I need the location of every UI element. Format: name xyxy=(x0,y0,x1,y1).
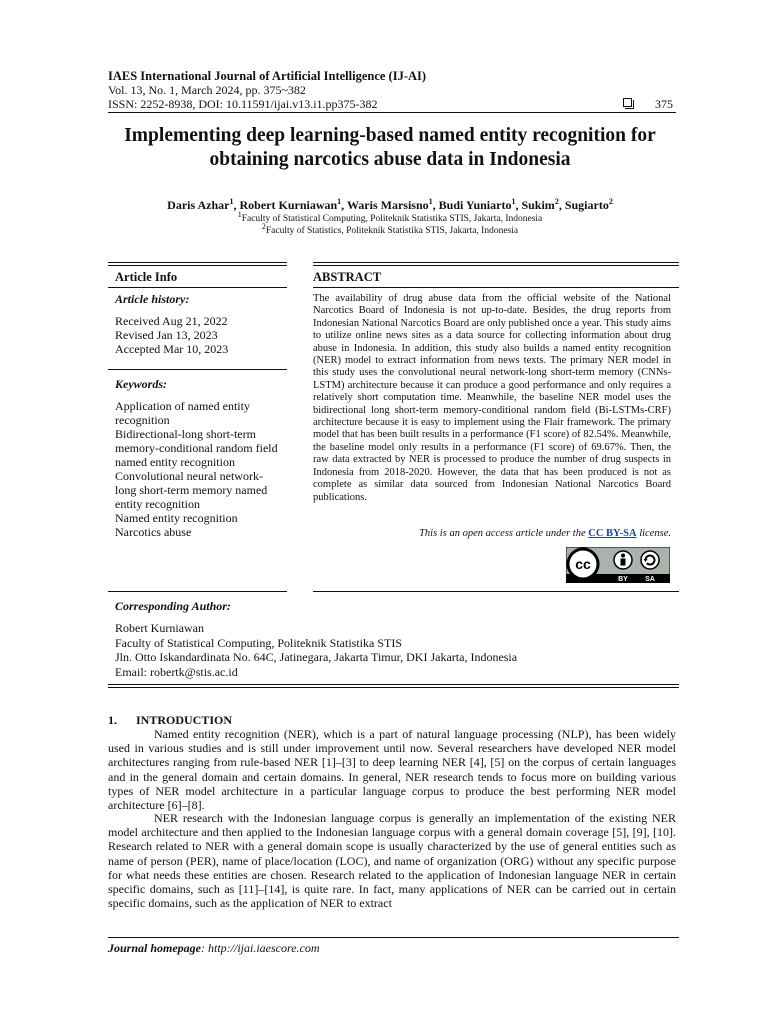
abstract-heading-rule xyxy=(313,287,679,288)
received-date: Received Aug 21, 2022 xyxy=(115,314,228,328)
journal-volume: Vol. 13, No. 1, March 2024, pp. 375~382 xyxy=(108,83,306,97)
info-top-rule xyxy=(108,262,287,263)
affiliation-2: $^2$Faculty of Statistics, Politeknik Statistika STIS, Jakarta, Indonesia xyxy=(261,222,519,237)
corresponding-label: Corresponding Author: xyxy=(115,599,231,613)
author-sup: 1 xyxy=(337,197,342,206)
keyword: Convolutional neural network-long short-term memory named entity recognition xyxy=(115,469,268,511)
info-bottom-rule xyxy=(108,591,287,592)
page-box-icon xyxy=(623,98,632,107)
corresponding-rule xyxy=(108,684,679,685)
author-sup: 2 xyxy=(608,197,613,206)
paper-title: Implementing deep learning-based named entity recognition for obtaining narcotics abuse data in Indonesia xyxy=(124,125,656,170)
journal-name: IAES International Journal of Artificial Intelligence (IJ-AI) xyxy=(108,69,427,83)
page-number: 375 xyxy=(655,97,673,111)
journal-homepage-url[interactable]: : http://ijai.iaescore.com xyxy=(201,941,320,955)
corresponding-rule-2 xyxy=(108,687,679,688)
intro-paragraph-2: NER research with the Indonesian language corpus is generally an implementation of the existing NER model architecture and then applied to the Indonesian language corpus with a general domain coverage [5], [9], [10]. Research related to NER with a general domain scope is usually characterized by the use of general entities such as name of person (PER), name of place/location (LOC), and name of organization (ORG) without any specific purpose for what needs these entities are chosen. Research related to the application of Indonesian language NER in certain specific domains, such as [11]–[14], is quite rare. In fact, many applications of NER can be carried out in certain specific domains, such as the application of NER to extract xyxy=(108,811,676,911)
cc-by-sa-link[interactable]: CC BY-SA xyxy=(588,528,637,539)
abstract-text: The availability of drug abuse data from the official website of the National Narcotics Board of Indonesia is not up-to-date. Besides, the drug reports from Indonesian National Narcotics Board are only published once a year. This study aims to utilize online news sites as a data source for collecting information about drug abuse in Indonesia. In addition, this study also builds a named entity recognition (NER) model to extract information from news texts. The primary NER model in this study uses the convolutional neural network-long short-term memory (CNNs-LSTM) architecture because it can produce a good performance and only requires a relatively short computation time. Meanwhile, the baseline NER model uses the bidirectional long short-term memory-conditional random field (Bi-LSTMs-CRF) architecture because it is easy to implement using the Flair framework. The primary model that has been built results in a performance (F1 score) of 82.54%. Meanwhile, the baseline model only results in a performance (F1 score) of 69.67%. Then, the raw data extracted by NER is processed to produce the number of drug suspects in Indonesia from 2018-2020. However, the data that has been produced is not as complete as similar data sourced from Indonesian National Narcotics Board publications. xyxy=(313,293,671,503)
author-name: Robert Kurniawan xyxy=(239,198,338,212)
journal-homepage: Journal homepage: http://ijai.iaescore.com xyxy=(108,941,320,955)
keywords-label: Keywords: xyxy=(115,377,167,391)
info-heading-rule xyxy=(108,287,287,288)
section-heading: 1. INTRODUCTION xyxy=(108,713,233,727)
keyword: Named entity recognition xyxy=(115,511,238,525)
author-sup: 1 xyxy=(229,197,234,206)
corresponding-email: Email: robertk@stis.ac.id xyxy=(115,664,238,679)
header-rule xyxy=(108,112,676,113)
author-name: Daris Azhar xyxy=(167,198,230,212)
accepted-date: Accepted Mar 10, 2023 xyxy=(115,342,229,356)
cc-by-sa-icon[interactable] xyxy=(566,547,670,583)
keyword: Bidirectional-long short-term memory-conditional random field named entity recognition xyxy=(115,427,278,469)
keyword-list xyxy=(115,399,280,539)
author-list: Daris Azhar$^1$, Robert Kurniawan$^1$, Waris Marsisno$^1$, Budi Yuniarto$^1$, Sukim$^2$, Sugiarto$^2$ xyxy=(167,197,613,212)
history-rule xyxy=(108,369,287,370)
abstract-heading: ABSTRACT xyxy=(313,270,382,284)
corresponding-address: Jln. Otto Iskandardinata No. 64C, Jatinegara, Jakarta Timur, DKI Jakarta, Indonesia xyxy=(115,650,518,664)
revised-date: Revised Jan 13, 2023 xyxy=(115,328,218,342)
keyword: Narcotics abuse xyxy=(115,525,192,539)
open-access-note: This is an open access article under the CC BY-SA license. xyxy=(419,528,671,539)
journal-issn-doi: ISSN: 2252-8938, DOI: 10.11591/ijai.v13.i1.pp375-382 xyxy=(108,97,378,111)
cc-by-text: BY xyxy=(618,576,628,583)
abstract-bottom-rule xyxy=(313,591,679,592)
author-name: Sukim xyxy=(521,198,555,212)
abstract-top-rule xyxy=(313,262,679,263)
author-name: Sugiarto xyxy=(564,198,609,212)
corresponding-details xyxy=(115,621,517,679)
author-name: Budi Yuniarto xyxy=(438,198,512,212)
author-name: Waris Marsisno xyxy=(346,198,429,212)
abstract-top-rule-2 xyxy=(313,265,679,266)
cc-sa-text: SA xyxy=(645,576,655,583)
corresponding-affiliation: Faculty of Statistical Computing, Politeknik Statistika STIS xyxy=(115,635,402,650)
corresponding-name: Robert Kurniawan xyxy=(115,621,204,635)
cc-text: cc xyxy=(575,556,591,572)
keyword: Application of named entity recognition xyxy=(115,399,250,427)
info-top-rule-2 xyxy=(108,265,287,266)
intro-paragraph-1: Named entity recognition (NER), which is a part of natural language processing (NLP), has been widely used in various studies and is still under improvement until now. Several researchers have developed NER model architectures ranging from rule-based NER [1]–[3] to deep learning NER [4], [5] on the corpus of certain languages and in the general domain and certain domains. In general, NER research tends to focus more on building various types of NER model architecture in a particular language corpus to produce the best performing NER model architecture [6]–[8]. xyxy=(108,727,676,813)
author-sup: 1 xyxy=(428,197,433,206)
affiliation-1: $^1$Faculty of Statistical Computing, Politeknik Statistika STIS, Jakarta, Indonesia xyxy=(237,210,543,225)
history-label: Article history: xyxy=(115,292,190,306)
article-info-heading: Article Info xyxy=(115,270,178,284)
footer-rule xyxy=(108,937,679,938)
author-sup: 1 xyxy=(511,197,516,206)
author-sup: 2 xyxy=(554,197,559,206)
